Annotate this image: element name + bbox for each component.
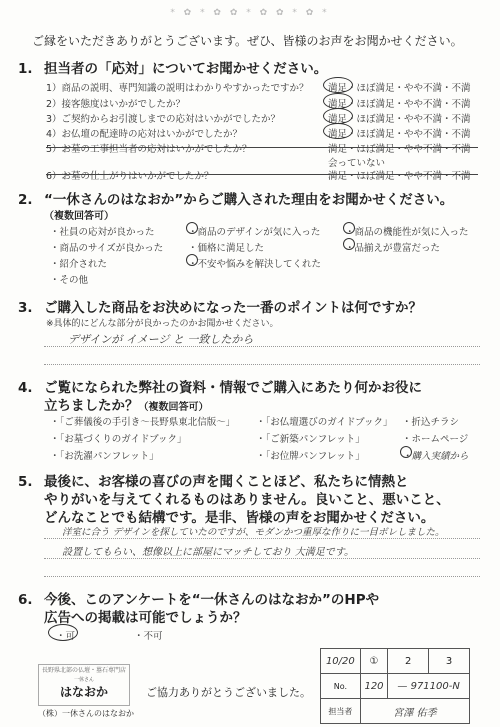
- q6-title: [18, 588, 379, 608]
- q4-title-text-1: ご覧になられた弊社の資料・情報でご購入にあたり何かお役に: [44, 380, 422, 396]
- q2-sub: （複数回答可）: [44, 211, 114, 222]
- record-table: [320, 648, 470, 724]
- logo-small-text: 一休さん: [73, 677, 94, 683]
- q5-title: [18, 470, 409, 490]
- q4-opt-4: ・「お墓づくりのガイドブック」: [50, 434, 187, 445]
- staff-cell: 宮澤 佑季: [360, 699, 469, 724]
- q5-title-text-2: やりがいを与えてくれるものはありません。良いこと、悪いこと、: [44, 492, 450, 508]
- q3-line-1: [44, 346, 480, 347]
- date-cell: 10/20: [321, 649, 361, 674]
- q6-title-text-1: 今後、このアンケートを“一休さんのはなおか”のHPや: [44, 592, 380, 608]
- q5-line-3: [44, 576, 480, 577]
- q6-number: 6.: [18, 592, 33, 608]
- q3-answer: デザインが イメージ と 一致したから: [68, 333, 254, 346]
- header-decoration: * ✿ * ✿ ✿ * ✿ ✿ * ✿ *: [170, 8, 330, 18]
- count-1-cell: ①: [360, 649, 388, 674]
- q6-option-yes: ・可: [56, 631, 76, 642]
- q3-title-text: ご購入した商品をお決めになった一番のポイントは何ですか？: [44, 300, 422, 316]
- q6-option-no: ・不可: [134, 631, 163, 642]
- q5-answer-2: 設置してもらい、想像以上に部屋にマッチしており 大満足です。: [62, 547, 354, 558]
- q2-opt-6: ・品揃えが豊富だった: [345, 243, 441, 254]
- q5-title-text-3: どんなことでも結構です。是非、皆様の声をお聞かせください。: [44, 510, 435, 526]
- q1-scale-1: 満足・ほぼ満足・やや不満・不満: [328, 83, 471, 94]
- staff-label-cell: 担当者: [321, 699, 361, 724]
- q2-opt-4: ・商品のサイズが良かった: [50, 243, 164, 254]
- q2-circle-solve: [186, 254, 198, 266]
- q1-circle-4: [323, 123, 353, 139]
- q5-answer-1: 洋室に合う デザインを探していたのですが、モダンかつ重厚な作りに一目ボレしました。: [62, 527, 445, 538]
- q4-opt-8: ・「お位牌パンフレット」: [256, 451, 365, 462]
- logo-top-text: 長野県北部の仏壇・墓石専門店: [41, 667, 126, 674]
- q2-opt-2: ・商品のデザインが気に入った: [188, 227, 321, 238]
- q2-opt-7: ・紹介された: [50, 259, 108, 270]
- q2-opt-1: ・社員の応対が良かった: [50, 227, 155, 238]
- q1-scale-2: 満足・ほぼ満足・やや不満・不満: [328, 99, 471, 110]
- q1-circle-1: [323, 77, 353, 93]
- q4-opt-6: ・ホームページ: [402, 434, 469, 445]
- q2-title: [18, 188, 453, 208]
- q4-number: 4.: [18, 380, 33, 396]
- q4-circle-record: [400, 446, 412, 458]
- count-2-cell: 2: [388, 649, 429, 674]
- q2-opt-5: ・価格に満足した: [188, 243, 265, 254]
- q1-scale-3: 満足・ほぼ満足・やや不満・不満: [328, 114, 471, 125]
- q1-title-text: 担当者の「応対」についてお聞かせください。: [44, 61, 328, 77]
- q3-note: ※具体的にどんな部分が良かったのかお聞かせください。: [46, 319, 279, 329]
- q1-item-5: 5）お墓の工事担当者の応対はいかがでしたか？: [46, 144, 252, 155]
- customer-id-cell: — 971100-N: [388, 674, 470, 699]
- q6-title-text-2: 広告への掲載は可能でしょうか？: [44, 610, 247, 626]
- q2-number: 2.: [18, 192, 33, 208]
- q4-title-line-2: [44, 394, 209, 414]
- q1-circle-3: [323, 108, 353, 124]
- q2-opt-8: ・不安や悩みを解決してくれた: [188, 259, 322, 270]
- q1-scale-5: 満足・ほぼ満足・やや不満・不満: [328, 144, 471, 155]
- q5-line-2: [44, 558, 480, 559]
- q4-title-text-2: 立ちましたか？: [44, 398, 139, 414]
- q3-line-2: [44, 364, 480, 365]
- q5-title-text-1: 最後に、お客様の喜びの声を聞くことほど、私たちに情熱と: [44, 474, 409, 490]
- q1-item-2: 2）接客態度はいかがでしたか？: [46, 99, 186, 110]
- q2-title-text: “一休さんのはなおか”からご購入された理由をお聞かせください。: [44, 192, 454, 208]
- q5-line-1: [44, 538, 480, 539]
- q3-number: 3.: [18, 300, 33, 316]
- q5-number: 5.: [18, 474, 33, 490]
- q4-opt-3: ・折込チラシ: [402, 417, 460, 428]
- q1-strike-5: [46, 147, 478, 148]
- q4-opt-2: ・「お仏壇選びのガイドブック」: [256, 417, 393, 428]
- q1-number: 1.: [18, 61, 33, 77]
- no-value-cell: 120: [360, 674, 388, 699]
- q1-strike-6: [46, 174, 478, 175]
- logo-main-text: はなおか: [59, 685, 108, 699]
- q1-item-4: 4）お仏壇の配達時の応対はいかがでしたか？: [46, 129, 243, 140]
- q4-opt-7: ・「お洗濯パンフレット」: [50, 451, 159, 462]
- q1-item-3: 3）ご契約からお引渡しまでの応対はいかがでしたか？: [46, 114, 281, 125]
- q4-opt-9: ・購入実績から: [402, 451, 469, 462]
- q4-title: [18, 376, 422, 396]
- q1-title: [18, 57, 327, 77]
- q1-scale-4: 満足・ほぼ満足・やや不満・不満: [328, 129, 471, 140]
- q2-opt-9: ・その他: [50, 275, 89, 286]
- q1-circle-2: [323, 93, 353, 109]
- q2-circle-function: [343, 222, 355, 234]
- q1-item-6: 6）お墓の仕上がりはいかがでしたか？: [46, 171, 214, 182]
- company-logo: [38, 664, 130, 706]
- q2-opt-3: ・商品の機能性が気に入った: [345, 227, 469, 238]
- q2-circle-variety: [343, 238, 355, 250]
- thanks-text: ご協力ありがとうございました。: [146, 686, 311, 699]
- q1-scale-5b: 会っていない: [328, 158, 386, 169]
- q4-opt-5: ・「ご新築パンフレット」: [256, 434, 365, 445]
- q1-item-1: 1）商品の説明、専門知識の説明はわかりやすかったですか？: [46, 83, 309, 94]
- company-name: （株）一休さんのはなおか: [38, 709, 134, 718]
- q4-sub: （複数回答可）: [138, 402, 209, 413]
- q4-opt-1: ・「ご葬儀後の手引き～長野県東北信版～」: [50, 417, 236, 428]
- q3-title: [18, 296, 422, 316]
- q1-scale-6: 満足・ほぼ満足・やや不満・不満: [328, 171, 471, 182]
- q2-circle-design: [186, 222, 198, 234]
- q6-circle-yes: [48, 624, 78, 641]
- count-3-cell: 3: [429, 649, 470, 674]
- no-label-cell: No.: [321, 674, 361, 699]
- intro-text: ご縁をいただきありがとうございます。ぜひ、皆様のお声をお聞かせください。: [32, 34, 463, 48]
